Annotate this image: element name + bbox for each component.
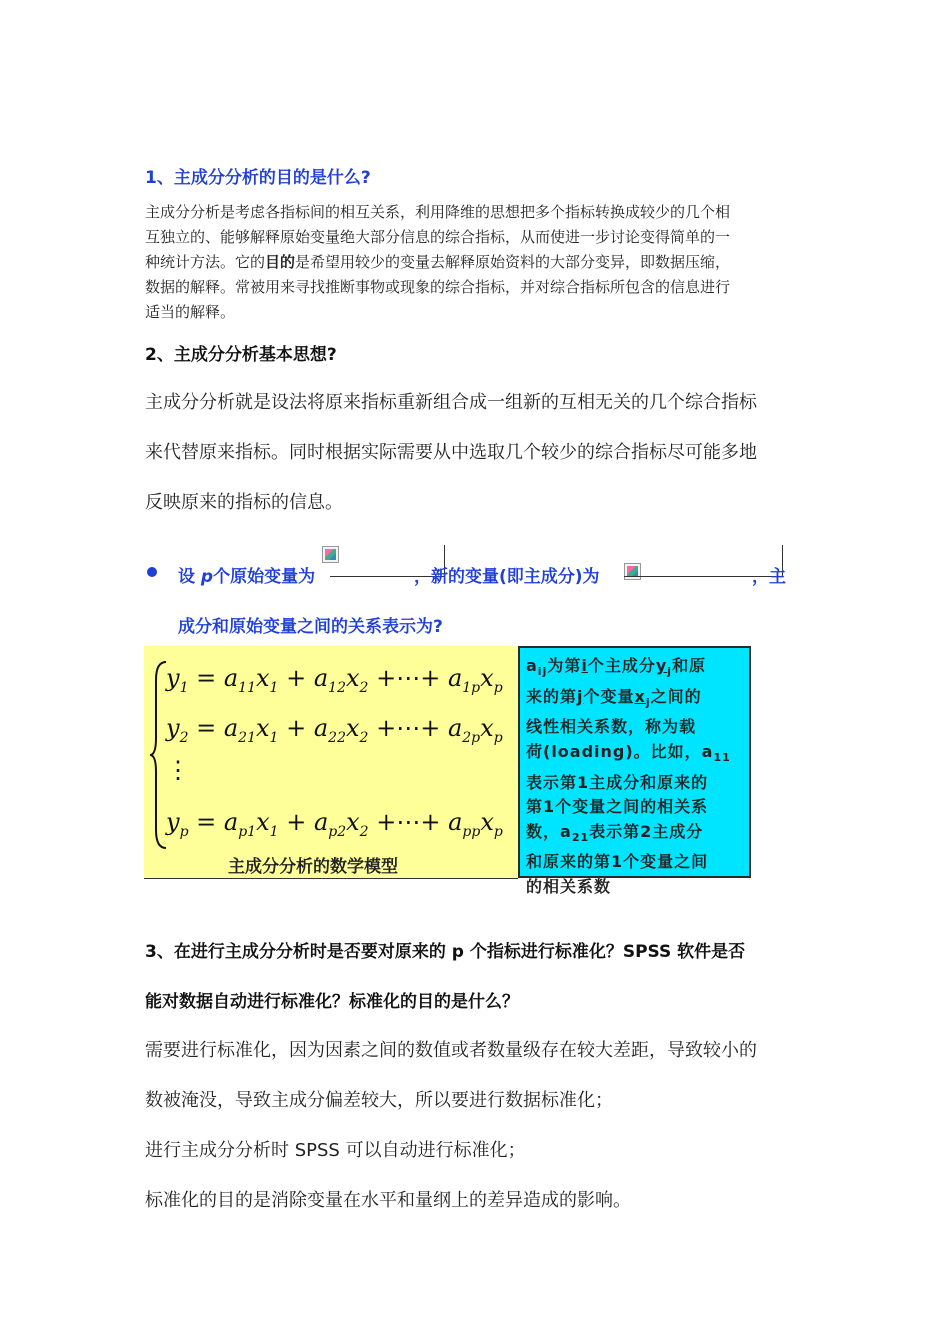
section3-line: 数被淹没，导致主成分偏差较大，所以要进行数据标准化； xyxy=(145,1090,613,1111)
section1-line: 互独立的、能够解释原始变量绝大部分信息的综合指标，从而使进一步讨论变得简单的一 xyxy=(145,228,731,246)
explanation-box xyxy=(518,646,751,896)
equation-3: $y_p = a_{p1}x_1 + a_{p2}x_2$ +⋯+ $a_{pp}x_p$ xyxy=(166,808,503,840)
section1-line xyxy=(145,250,825,275)
bullet-text-3: ，主 xyxy=(752,567,786,587)
explain-line: 荷(loading)。比如，$a_{11}$ xyxy=(526,741,731,765)
explanation-text xyxy=(526,654,748,899)
section1-line: 数据的解释。常被用来寻找推断事物或现象的综合指标，并对综合指标所包含的信息进行 xyxy=(145,278,731,296)
text-span: 个原始变量为 xyxy=(213,567,316,587)
equation-1: $y_1 = a_{11}x_1 + a_{12}x_2$ +⋯+ $a_{1p}x_p$ xyxy=(166,664,503,696)
explain-line: $a_{ij}$为第i个主成分$y_j$和原 xyxy=(526,656,707,679)
section3-line: 进行主成分分析时 SPSS 可以自动进行标准化； xyxy=(145,1140,526,1161)
section3-heading-line1: 3、在进行主成分分析时是否要对原来的 p 个指标进行标准化？SPSS 软件是否 xyxy=(145,942,746,962)
section2-line: 反映原来的指标的信息。 xyxy=(145,492,343,513)
vertical-ellipsis: ⋮ xyxy=(166,756,190,784)
explain-line: 第1个变量之间的相关系 xyxy=(526,797,709,817)
bold-text: 目的 xyxy=(265,253,296,271)
section1-line: 主成分分析是考虑各指标间的相互关系，利用降维的思想把多个指标转换成较少的几个相 xyxy=(145,203,731,221)
bullet-dot xyxy=(147,567,157,577)
text-span: 种统计方法。它的 xyxy=(145,253,266,271)
section2-line: 主成分分析就是设法将原来指标重新组合成一组新的互相无关的几个综合指标 xyxy=(145,392,757,413)
model-caption: 主成分分析的数学模型 xyxy=(228,857,398,877)
p-italic: p xyxy=(200,567,214,587)
explain-line: 来的第j个变量$x_j$之间的 xyxy=(526,686,702,709)
equation-2: $y_2 = a_{21}x_1 + a_{22}x_2$ +⋯+ $a_{2p}x_p$ xyxy=(166,714,503,746)
section1-line: 适当的解释。 xyxy=(145,303,236,321)
bullet-text-2: ，新的变量(即主成分)为 xyxy=(414,567,600,587)
explain-line: 线性相关系数，称为载 xyxy=(526,717,697,737)
text-span: 设 xyxy=(178,567,195,587)
section3-line: 需要进行标准化，因为因素之间的数值或者数量级存在较大差距，导致较小的 xyxy=(145,1040,757,1061)
section1-paragraph xyxy=(145,200,825,325)
math-model-figure xyxy=(144,646,518,879)
section3-line: 标准化的目的是消除变量在水平和量纲上的差异造成的影响。 xyxy=(145,1190,631,1211)
explain-line: 的相关系数 xyxy=(526,876,612,896)
explain-line: 和原来的第1个变量之间 xyxy=(526,852,709,872)
bullet-line2: 成分和原始变量之间的关系表示为? xyxy=(178,617,443,637)
text-span: 是希望用较少的变量去解释原始资料的大部分变异，即数据压缩， xyxy=(295,253,731,271)
explain-line: 数，$a_{21}$表示第2主成分 xyxy=(526,821,704,844)
explain-line: 表示第1主成分和原来的 xyxy=(526,772,709,792)
section2-heading: 2、主成分分析基本思想? xyxy=(145,345,337,365)
bullet-text xyxy=(178,562,315,587)
section3-heading-line2: 能对数据自动进行标准化？标准化的目的是什么？ xyxy=(145,992,519,1012)
section2-line: 来代替原来指标。同时根据实际需要从中选取几个较少的综合指标尽可能多地 xyxy=(145,442,757,463)
section1-heading: 1、主成分分析的目的是什么? xyxy=(145,168,371,188)
